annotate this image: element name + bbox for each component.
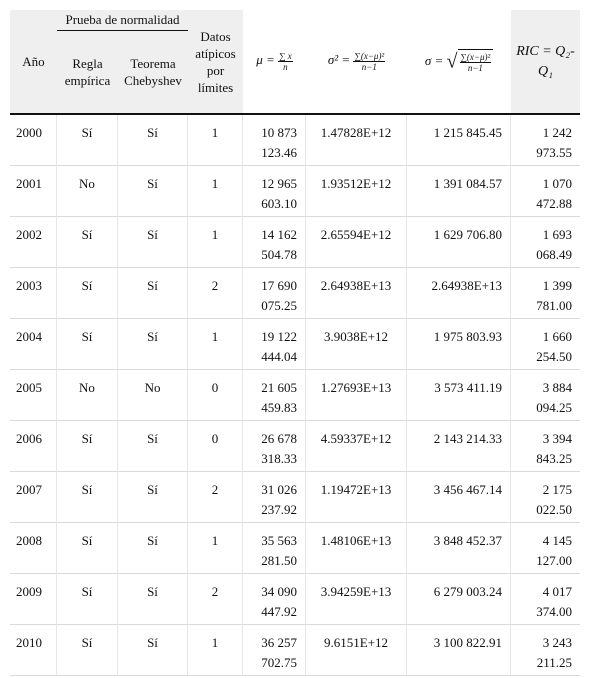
year-cell: 2010 [10,625,57,676]
mean-cell: 26 678 318.33 [243,421,306,472]
table-row [10,319,580,370]
variance-cell: 3.9038E+12 [306,319,407,370]
mean-denominator: n [283,62,288,72]
year-cell: 2005 [10,370,57,421]
table-body [10,115,580,676]
mean-cell: 36 257 702.75 [243,625,306,676]
sd-formula-header [407,10,511,115]
chebyshev-cell: Sí [118,421,188,472]
chebyshev-cell: Sí [118,523,188,574]
sd-cell: 3 100 822.91 [407,625,511,676]
mean-cell: 10 873 123.46 [243,115,306,166]
sd-denominator: n−1 [467,63,483,73]
chebyshev-header: Teorema Chebyshev [118,31,188,115]
table-row [10,574,580,625]
empirical-rule-cell: Sí [57,217,118,268]
table-row [10,523,580,574]
sd-cell: 1 391 084.57 [407,166,511,217]
outliers-cell: 1 [188,166,243,217]
year-cell: 2003 [10,268,57,319]
sd-cell: 2.64938E+13 [407,268,511,319]
sd-cell: 2 143 214.33 [407,421,511,472]
ric-cell: 3 243 211.25 [511,625,580,676]
sd-cell: 1 975 803.93 [407,319,511,370]
chebyshev-cell: Sí [118,166,188,217]
year-cell: 2001 [10,166,57,217]
variance-denominator: n−1 [361,62,377,72]
variance-lhs: σ² = [327,52,351,68]
chebyshev-cell: No [118,370,188,421]
year-cell: 2006 [10,421,57,472]
year-cell: 2007 [10,472,57,523]
empirical-rule-cell: No [57,370,118,421]
normality-table-container [10,10,580,676]
chebyshev-cell: Sí [118,472,188,523]
mean-cell: 21 605 459.83 [243,370,306,421]
variance-cell: 2.65594E+12 [306,217,407,268]
sd-cell: 3 573 411.19 [407,370,511,421]
year-header: Año [10,10,57,115]
empirical-rule-cell: Sí [57,319,118,370]
mean-cell: 31 026 237.92 [243,472,306,523]
variance-cell: 1.27693E+13 [306,370,407,421]
ric-cell: 3 394 843.25 [511,421,580,472]
chebyshev-cell: Sí [118,217,188,268]
ric-cell: 1 242 973.55 [511,115,580,166]
year-cell: 2002 [10,217,57,268]
chebyshev-cell: Sí [118,625,188,676]
table-header [10,10,580,115]
sd-lhs: σ = [424,53,444,69]
mean-cell: 19 122 444.04 [243,319,306,370]
mean-cell: 34 090 447.92 [243,574,306,625]
outliers-header: Datos atípicos por límites [188,10,243,115]
empirical-rule-header: Regla empírica [57,31,118,115]
variance-cell: 3.94259E+13 [306,574,407,625]
table-row [10,625,580,676]
year-cell: 2000 [10,115,57,166]
normality-group-header: Prueba de normalidad [57,10,188,31]
variance-formula-header [306,10,407,115]
variance-cell: 1.48106E+13 [306,523,407,574]
variance-numerator: ∑(x−μ)² [354,51,385,61]
variance-cell: 4.59337E+12 [306,421,407,472]
outliers-cell: 0 [188,370,243,421]
mean-formula-header [243,10,306,115]
table-row [10,421,580,472]
table-row [10,166,580,217]
empirical-rule-cell: Sí [57,523,118,574]
ric-cell: 1 070 472.88 [511,166,580,217]
ric-cell: 1 693 068.49 [511,217,580,268]
ric-cell: 4 017 374.00 [511,574,580,625]
empirical-rule-cell: Sí [57,421,118,472]
table-row [10,268,580,319]
mean-lhs: μ = [256,52,275,68]
sqrt-sign-icon: √ [446,51,458,73]
chebyshev-cell: Sí [118,115,188,166]
normality-table [10,10,580,676]
mean-cell: 12 965 603.10 [243,166,306,217]
table-row [10,217,580,268]
empirical-rule-cell: Sí [57,268,118,319]
table-row [10,370,580,421]
table-row [10,115,580,166]
empirical-rule-cell: No [57,166,118,217]
outliers-cell: 1 [188,319,243,370]
variance-cell: 1.19472E+13 [306,472,407,523]
sd-cell: 1 629 706.80 [407,217,511,268]
year-cell: 2008 [10,523,57,574]
variance-cell: 2.64938E+13 [306,268,407,319]
year-cell: 2009 [10,574,57,625]
empirical-rule-cell: Sí [57,472,118,523]
mean-numerator: ∑ x [279,51,292,61]
variance-cell: 1.93512E+12 [306,166,407,217]
outliers-cell: 2 [188,268,243,319]
ric-cell: 3 884 094.25 [511,370,580,421]
variance-cell: 9.6151E+12 [306,625,407,676]
mean-cell: 35 563 281.50 [243,523,306,574]
empirical-rule-cell: Sí [57,574,118,625]
ric-cell: 4 145 127.00 [511,523,580,574]
ric-cell: 1 399 781.00 [511,268,580,319]
ric-cell: 1 660 254.50 [511,319,580,370]
table-row [10,472,580,523]
sd-cell: 3 456 467.14 [407,472,511,523]
outliers-cell: 2 [188,574,243,625]
empirical-rule-cell: Sí [57,115,118,166]
sd-cell: 6 279 003.24 [407,574,511,625]
sd-cell: 1 215 845.45 [407,115,511,166]
outliers-cell: 2 [188,472,243,523]
outliers-cell: 1 [188,625,243,676]
outliers-cell: 1 [188,217,243,268]
outliers-cell: 0 [188,421,243,472]
mean-cell: 17 690 075.25 [243,268,306,319]
chebyshev-cell: Sí [118,319,188,370]
sd-numerator: ∑(x−μ)² [460,52,491,62]
ric-cell: 2 175 022.50 [511,472,580,523]
mean-cell: 14 162 504.78 [243,217,306,268]
variance-cell: 1.47828E+12 [306,115,407,166]
ric-header: RIC = Q₂-Q₁ [511,10,580,115]
year-cell: 2004 [10,319,57,370]
outliers-cell: 1 [188,523,243,574]
outliers-cell: 1 [188,115,243,166]
sd-cell: 3 848 452.37 [407,523,511,574]
empirical-rule-cell: Sí [57,625,118,676]
chebyshev-cell: Sí [118,574,188,625]
chebyshev-cell: Sí [118,268,188,319]
